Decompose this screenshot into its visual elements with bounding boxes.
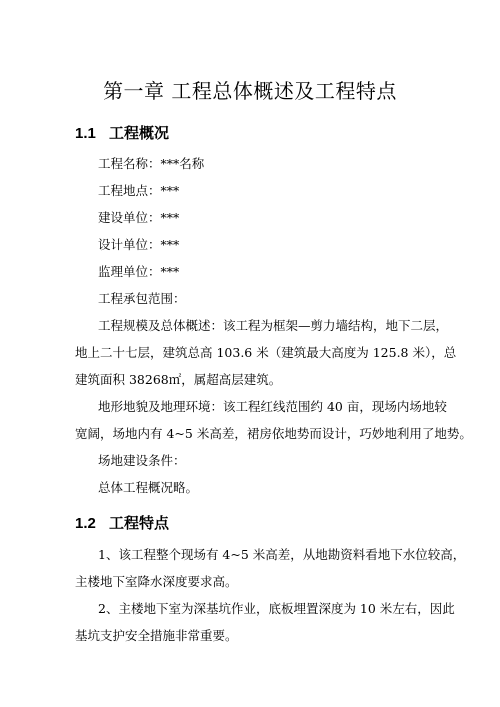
terrain-paragraph-line: 宽阔，场地内有 4~5 米高差，裙房依地势而设计，巧妙地利用了地势。 [75, 426, 472, 441]
terrain-paragraph-line: 地形地貌及地理环境：该工程红线范围约 40 亩，现场内场地较 [98, 399, 447, 414]
field-owner: 建设单位：*** [98, 210, 180, 225]
section-heading-1-2 [75, 512, 169, 533]
feature-item-line: 主楼地下室降水深度要求高。 [75, 574, 238, 589]
feature-item-line: 1、该工程整个现场有 4~5 米高差，从地勘资料看地下水位较高， [98, 547, 466, 562]
section-title: 工程概况 [109, 124, 170, 142]
feature-item-line: 2、主楼地下室为深基坑作业，底板埋置深度为 10 米左右，因此 [98, 601, 455, 616]
chapter-title: 第一章 工程总体概述及工程特点 [103, 79, 397, 103]
section-title: 工程特点 [109, 514, 170, 532]
field-project-name: 工程名称：***名称 [98, 156, 205, 171]
scale-paragraph-line: 工程规模及总体概述：该工程为框架—剪力墙结构，地下二层， [98, 318, 449, 333]
scale-paragraph-line: 地上二十七层，建筑总高 103.6 米（建筑最大高度为 125.8 米），总 [75, 345, 457, 360]
section-number: 1.2 [75, 515, 96, 532]
section-heading-1-1 [75, 122, 169, 143]
section-number: 1.1 [75, 125, 96, 142]
field-designer: 设计单位：*** [98, 237, 180, 252]
field-contract-scope: 工程承包范围： [98, 291, 186, 306]
field-supervisor: 监理单位：*** [98, 264, 180, 279]
summary-text: 总体工程概况略。 [98, 480, 199, 495]
feature-item-line: 基坑支护安全措施非常重要。 [75, 628, 238, 643]
site-conditions: 场地建设条件： [98, 453, 186, 468]
field-project-location: 工程地点：*** [98, 183, 180, 198]
scale-paragraph-line: 建筑面积 38268㎡，属超高层建筑。 [75, 372, 282, 387]
